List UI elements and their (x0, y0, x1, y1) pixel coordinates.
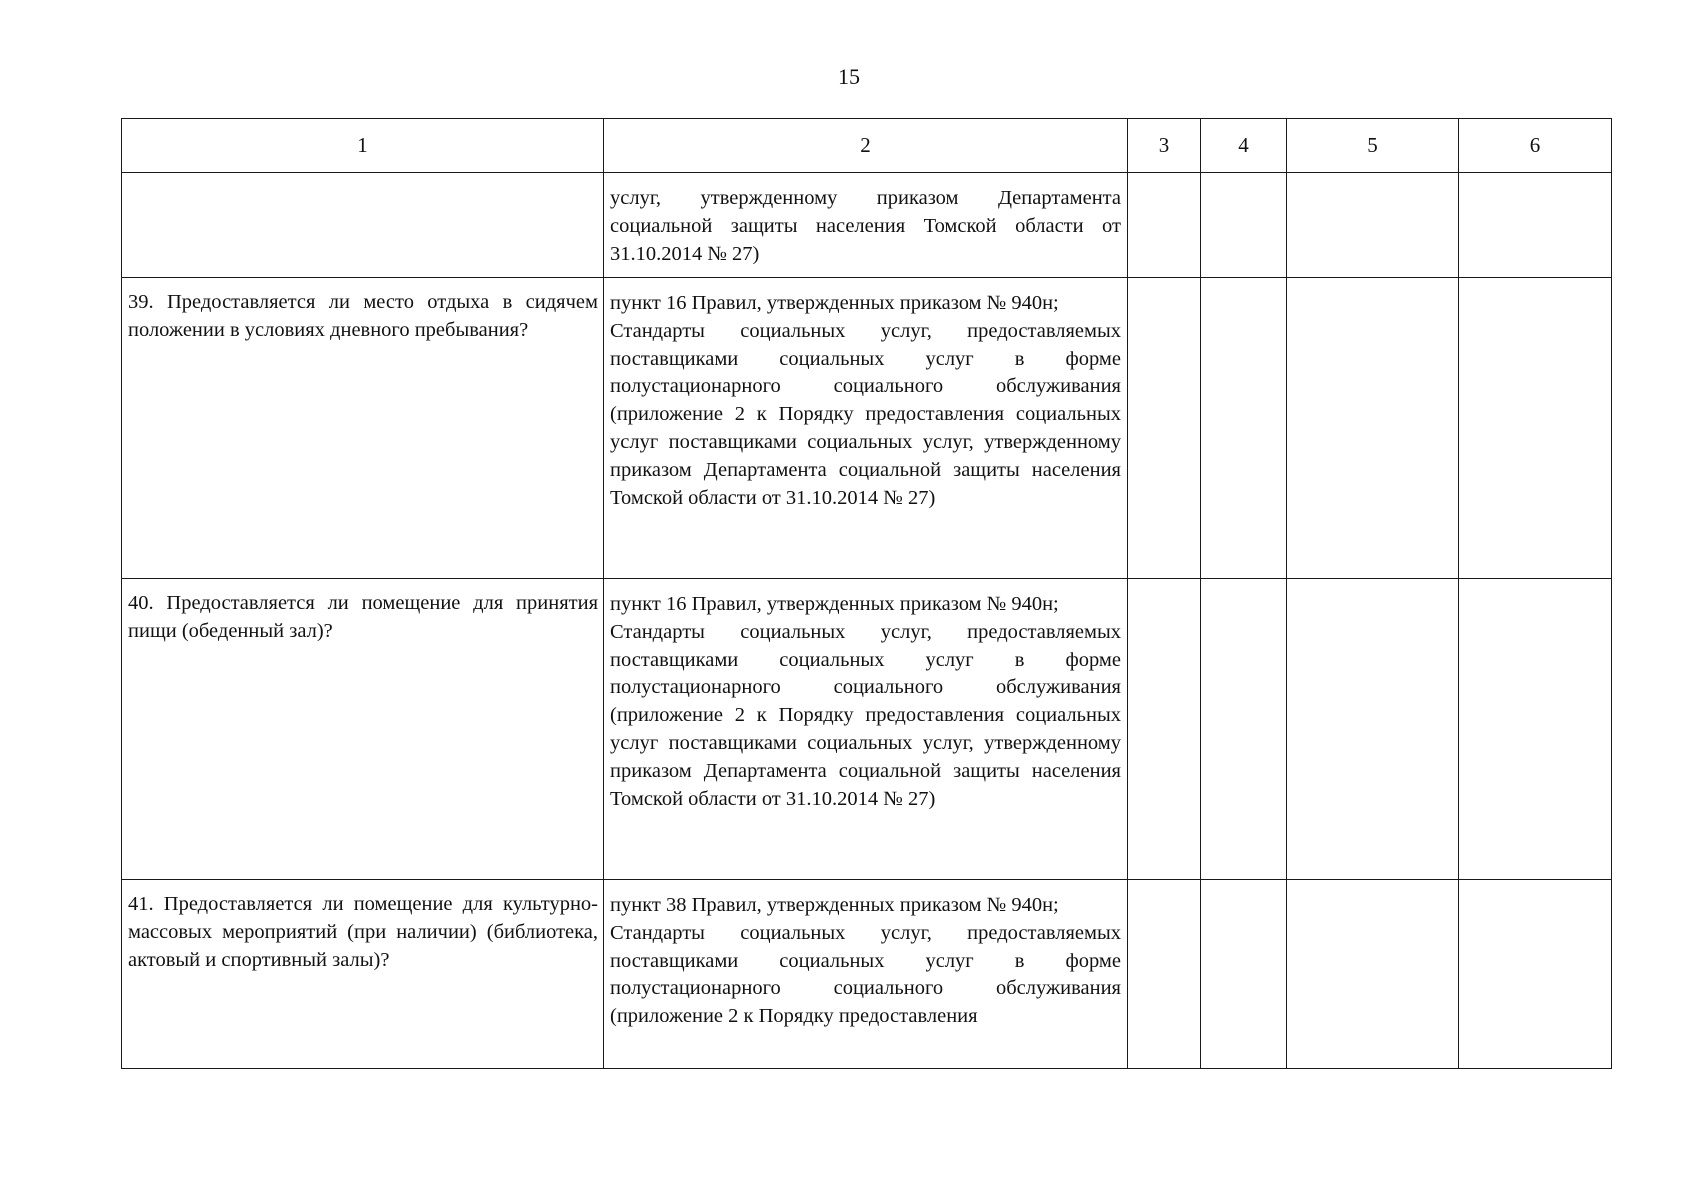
answer-cell-3 (1128, 173, 1201, 278)
table-row (122, 880, 1612, 1069)
column-header-2: 2 (604, 119, 1128, 173)
column-header-6: 6 (1459, 119, 1612, 173)
answer-cell-4 (1201, 173, 1287, 278)
legal-basis-standard: Стандарты социальных услуг, предоставляемых поставщиками социальных услуг в форме полустационарного социального обслуживания (приложение 2 к Порядку предоставления (610, 921, 1121, 1028)
legal-basis-standard: Стандарты социальных услуг, предоставляемых поставщиками социальных услуг в форме полустационарного социального обслуживания (приложение 2 к Порядку предоставления социальных услуг поставщиками социальных услуг, утвержденному приказом Департамента социальной защиты населения Томской области от 31.10.2014 № 27) (610, 620, 1121, 810)
legal-basis-clause: пункт 16 Правил, утвержденных приказом № 940н; (610, 292, 1059, 314)
legal-basis-text: услуг, утвержденному приказом Департамента социальной защиты населения Томской области от 31.10.2014 № 27) (610, 187, 1121, 265)
page-number: 15 (838, 64, 860, 89)
question-cell (122, 880, 604, 1069)
column-header-4: 4 (1201, 119, 1287, 173)
answer-cell-3 (1128, 880, 1201, 1069)
answer-cell-6 (1459, 173, 1612, 278)
question-text: 40. Предоставляется ли помещение для принятия пищи (обеденный зал)? (128, 592, 598, 642)
column-header-3: 3 (1128, 119, 1201, 173)
legal-basis-standard: Стандарты социальных услуг, предоставляемых поставщиками социальных услуг в форме полустационарного социального обслуживания (приложение 2 к Порядку предоставления социальных услуг поставщиками социальных услуг, утвержденному приказом Департамента социальной защиты населения Томской области от 31.10.2014 № 27) (610, 319, 1121, 509)
answer-cell-4 (1201, 278, 1287, 579)
table-row (122, 579, 1612, 880)
answer-cell-5 (1287, 880, 1459, 1069)
column-header-5: 5 (1287, 119, 1459, 173)
legal-basis-cell (604, 579, 1128, 880)
question-text: 41. Предоставляется ли помещение для культурно-массовых мероприятий (при наличии) (библиотека, актовый и спортивный залы)? (128, 893, 598, 971)
answer-cell-5 (1287, 173, 1459, 278)
legal-basis-text (604, 278, 1127, 520)
legal-basis-cell (604, 173, 1128, 278)
legal-basis-text (604, 579, 1127, 821)
column-header-1: 1 (122, 119, 604, 173)
question-text (122, 173, 603, 192)
question-cell (122, 173, 604, 278)
question-text: 39. Предоставляется ли место отдыха в сидячем положении в условиях дневного пребывания? (128, 291, 598, 341)
answer-cell-5 (1287, 579, 1459, 880)
checklist-table (121, 118, 1612, 1069)
answer-cell-4 (1201, 880, 1287, 1069)
table-row (122, 278, 1612, 579)
legal-basis-cell (604, 880, 1128, 1069)
table-header-row (122, 119, 1612, 173)
answer-cell-6 (1459, 880, 1612, 1069)
answer-cell-3 (1128, 579, 1201, 880)
answer-cell-6 (1459, 278, 1612, 579)
legal-basis-cell (604, 278, 1128, 579)
table-row (122, 173, 1612, 278)
answer-cell-6 (1459, 579, 1612, 880)
legal-basis-clause: пункт 16 Правил, утвержденных приказом № 940н; (610, 593, 1059, 615)
legal-basis-clause: пункт 38 Правил, утвержденных приказом № 940н; (610, 894, 1059, 916)
question-cell (122, 278, 604, 579)
legal-basis-text (604, 880, 1127, 1031)
question-cell (122, 579, 604, 880)
answer-cell-4 (1201, 579, 1287, 880)
answer-cell-5 (1287, 278, 1459, 579)
answer-cell-3 (1128, 278, 1201, 579)
